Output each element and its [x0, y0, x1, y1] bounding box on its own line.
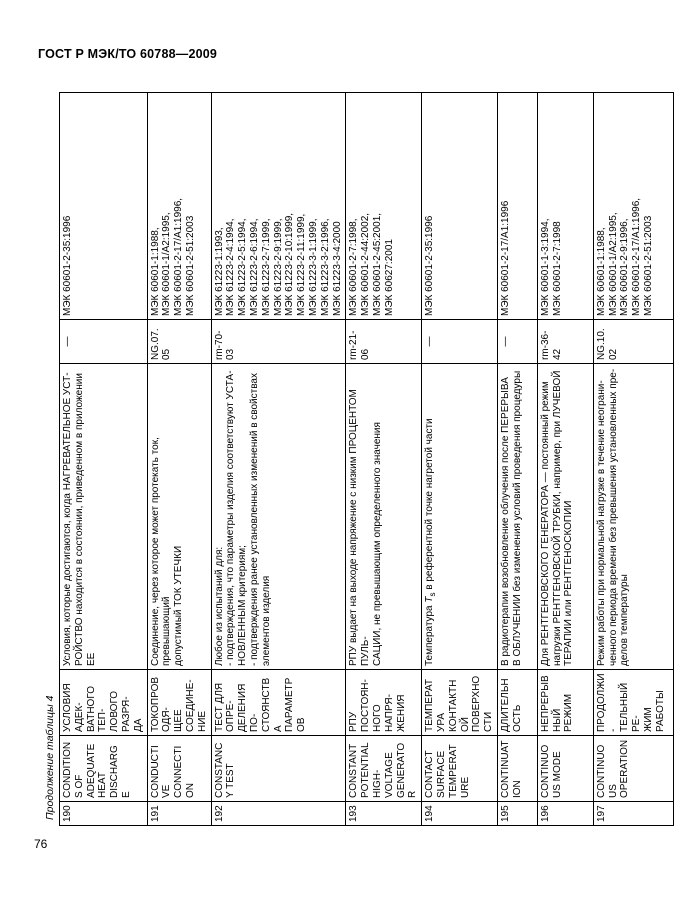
term-code: rm-36-42 — [537, 320, 593, 364]
term-definition: Для РЕНТГЕНОВСКОГО ГЕНЕРАТОРА — постоянный режим нагрузки РЕНТГЕНОВСКОЙ ТРУБКИ, например, при ЛУЧЕВОЙ ТЕРАПИИ или РЕНТГЕНОСКОПИИ — [537, 364, 593, 670]
table-row — [497, 93, 537, 826]
table-row — [537, 93, 593, 826]
term-russian: НЕПРЕРЫВНЫЙ РЕЖИМ — [537, 670, 593, 736]
term-number: 196 — [537, 802, 593, 826]
term-references: МЭК 60601-2-35:1996 — [60, 93, 148, 320]
term-russian: ТОКОПРОВОДЯ- ЩЕЕ СОЕДИНЕ- НИЕ — [147, 670, 211, 736]
definition-text-start: Температура — [424, 602, 436, 666]
continuation-label: Продолжение таблицы 4 — [44, 695, 56, 820]
term-english: CONTACT SURFACE TEMPERATURE — [422, 736, 498, 802]
table-row — [211, 93, 346, 826]
term-russian: РПУ ПОСТОЯН- НОГО НАПРЯ- ЖЕНИЯ — [346, 670, 422, 736]
term-references: МЭК 60601-1-3:1994, МЭК 60601-2-7:1998 — [537, 93, 593, 320]
term-definition — [422, 364, 498, 670]
term-definition: Любое из испытаний для: - подтверждения, что параметры изделия соответствуют УСТА- НОВЛЕННЫМ критериям; - подтверждения ранее установленных изменений в свойствах элементов изделия — [211, 364, 346, 670]
term-references: МЭК 61223-1:1993, МЭК 61223-2-4:1994, МЭК 61223-2-5:1994, МЭК 61223-2-6:1994, МЭК 61223-2-7:1999, МЭК 61223-2-9:1999, МЭК 61223-2-10:1999, МЭК 61223-2-11:1999, МЭК 61223-3-1:1999, МЭК 61223-3-2:1996, МЭК 61223-3-4:2000 — [211, 93, 346, 320]
table-row — [422, 93, 498, 826]
term-number: 194 — [422, 802, 498, 826]
term-english: CONDUCTIVE CONNECTION — [147, 736, 211, 802]
term-code: rm-70-03 — [211, 320, 346, 364]
term-number: 190 — [60, 802, 148, 826]
term-code: — — [422, 320, 498, 364]
term-english: CONTINUATION — [497, 736, 537, 802]
terms-table-container — [59, 93, 666, 826]
term-code: — — [497, 320, 537, 364]
term-number: 197 — [593, 802, 673, 826]
term-english: CONSTANCY TEST — [211, 736, 346, 802]
definition-text-end: в референтной точке нагретой части — [424, 418, 436, 593]
term-russian: УСЛОВИЯ АДЕК- ВАТНОГО ТЕП- ЛОВОГО РАЗРЯ- ДА — [60, 670, 148, 736]
document-header: ГОСТ Р МЭК/ТО 60788—2009 — [38, 47, 218, 61]
term-references: МЭК 60601-2-17/А1:1996 — [497, 93, 537, 320]
term-code: rm-21-06 — [346, 320, 422, 364]
term-code: NG.10.02 — [593, 320, 673, 364]
term-russian: ПРОДОЛЖИ- ТЕЛЬНЫЙ РЕ- ЖИМ РАБОТЫ — [593, 670, 673, 736]
term-english: CONSTANT POTENTIAL HIGH-VOLTAGE GENERATOR — [346, 736, 422, 802]
temperature-subscript: s — [428, 592, 438, 597]
term-code: — — [60, 320, 148, 364]
term-number: 192 — [211, 802, 346, 826]
term-definition: РПУ выдает на выходе напряжение с низким ПРОЦЕНТОМ ПУЛЬ- САЦИИ, не превышающим определенного значения — [346, 364, 422, 670]
temperature-symbol: T — [424, 596, 436, 603]
table-row — [60, 93, 148, 826]
term-number: 195 — [497, 802, 537, 826]
table-row — [593, 93, 673, 826]
term-definition: Режим работы при нормальной нагрузке в течение неограни- ченного периода времени без превышения установленных пре- делов температуры — [593, 364, 673, 670]
term-references: МЭК 60601-1:1988, МЭК 60601-1/А2:1995, МЭК 60601-2-17/А1:1996, МЭК 60601-2-51:2003 — [147, 93, 211, 320]
term-english: CONTINUOUS OPERATION — [593, 736, 673, 802]
term-english: CONTINUOUS MODE — [537, 736, 593, 802]
term-number: 193 — [346, 802, 422, 826]
table-row — [346, 93, 422, 826]
term-definition: Соединение, через которое может протекать ток, превышающий допустимый ТОК УТЕЧКИ — [147, 364, 211, 670]
term-number: 191 — [147, 802, 211, 826]
term-references: МЭК 60601-1:1988, МЭК 60601-1/А2:1995, МЭК 60601-2-9:1996, МЭК 60601-2-17/А1:1996, МЭК 60601-2-51:2003 — [593, 93, 673, 320]
term-definition: В радиотерапии возобновление облучения после ПЕРЕРЫВА В ОБЛУЧЕНИИ без изменения условий проведения процедуры — [497, 364, 537, 670]
term-references: МЭК 60601-2-7:1998, МЭК 60601-2-44:2002, МЭК 60601-2-45:2001, МЭК 60627:2001 — [346, 93, 422, 320]
page-number: 76 — [34, 837, 48, 851]
term-code: NG.07.05 — [147, 320, 211, 364]
term-russian: ТЕМПЕРАТУРА КОНТАКТНОЙ ПОВЕРХНОСТИ — [422, 670, 498, 736]
term-definition: Условия, которые достигаются, когда НАГРЕВАТЕЛЬНОЕ УСТ- РОЙСТВО находится в состоянии, приведенном в приложении ЕЕ — [60, 364, 148, 670]
term-references: МЭК 60601-2-35:1996 — [422, 93, 498, 320]
term-russian: ДЛИТЕЛЬНОСТЬ — [497, 670, 537, 736]
term-english: CONDITIONS OF ADEQUATE HEAT DISCHARGE — [60, 736, 148, 802]
term-russian: ТЕСТ ДЛЯ ОПРЕ- ДЕЛЕНИЯ ПО- СТОЯНСТВА ПАРАМЕТРОВ — [211, 670, 346, 736]
table-row — [147, 93, 211, 826]
terms-table — [59, 92, 674, 826]
